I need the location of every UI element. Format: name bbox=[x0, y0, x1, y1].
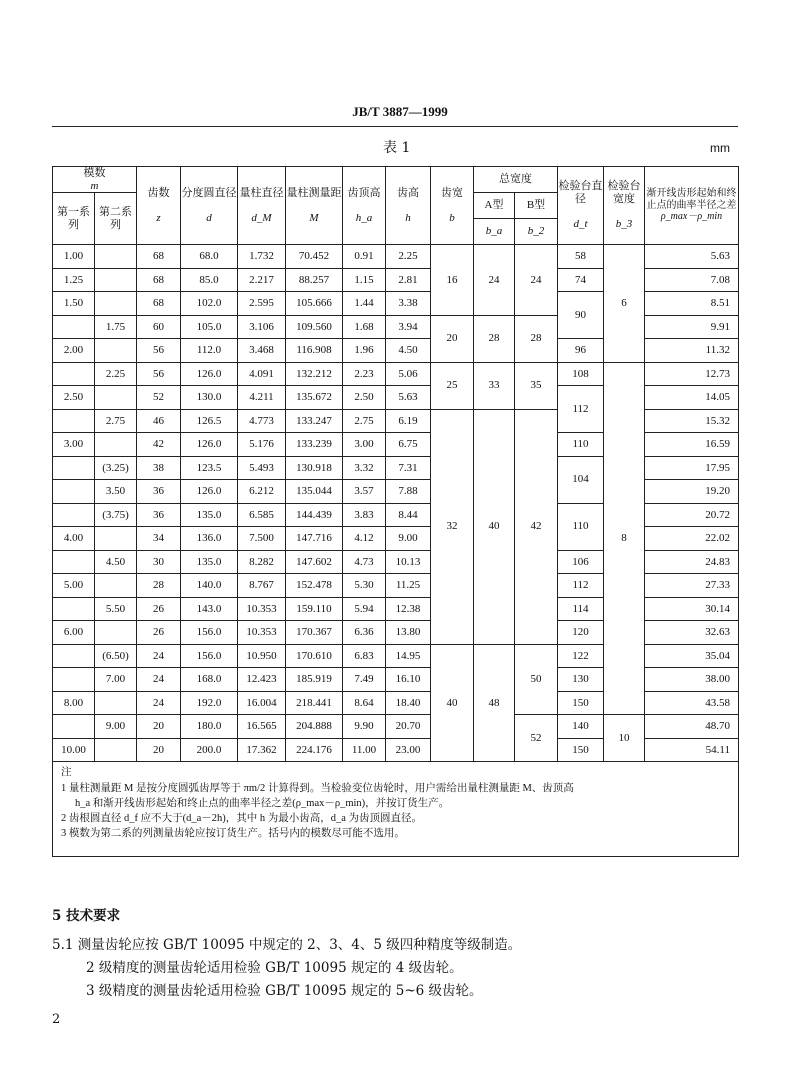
cell-m1: 4.00 bbox=[53, 527, 95, 551]
cell-m1: 2.50 bbox=[53, 386, 95, 410]
cell-rho: 43.58 bbox=[645, 691, 739, 715]
cell-dm: 8.282 bbox=[238, 550, 286, 574]
cell-h: 7.31 bbox=[386, 456, 431, 480]
cell-M: 130.918 bbox=[286, 456, 343, 480]
cell-rho: 17.95 bbox=[645, 456, 739, 480]
cell-m2 bbox=[95, 738, 137, 762]
cell-rho: 27.33 bbox=[645, 574, 739, 598]
cell-dt: 90 bbox=[558, 292, 604, 339]
cell-bb: 24 bbox=[515, 245, 558, 316]
header-typeB-sym: b_2 bbox=[515, 219, 558, 245]
cell-ha: 2.50 bbox=[343, 386, 386, 410]
cell-rho: 22.02 bbox=[645, 527, 739, 551]
cell-rho: 5.63 bbox=[645, 245, 739, 269]
cell-z: 30 bbox=[137, 550, 181, 574]
gear-data-table bbox=[52, 166, 739, 857]
cell-z: 20 bbox=[137, 715, 181, 739]
cell-dm: 10.353 bbox=[238, 597, 286, 621]
cell-dm: 16.004 bbox=[238, 691, 286, 715]
cell-m2 bbox=[95, 339, 137, 363]
cell-h: 2.81 bbox=[386, 268, 431, 292]
cell-M: 109.560 bbox=[286, 315, 343, 339]
cell-dt: 74 bbox=[558, 268, 604, 292]
cell-h: 16.10 bbox=[386, 668, 431, 692]
cell-dt: 150 bbox=[558, 738, 604, 762]
cell-dt: 112 bbox=[558, 386, 604, 433]
cell-d: 156.0 bbox=[181, 644, 238, 668]
cell-ha: 9.90 bbox=[343, 715, 386, 739]
cell-rho: 9.91 bbox=[645, 315, 739, 339]
cell-b3: 6 bbox=[604, 245, 645, 363]
cell-m1 bbox=[53, 715, 95, 739]
cell-z: 20 bbox=[137, 738, 181, 762]
clause-line-2: 2 级精度的测量齿轮适用检验 GB/T 10095 规定的 4 级齿轮。 bbox=[86, 960, 463, 976]
cell-M: 135.672 bbox=[286, 386, 343, 410]
cell-h: 6.19 bbox=[386, 409, 431, 433]
cell-b3: 8 bbox=[604, 362, 645, 715]
cell-M: 170.610 bbox=[286, 644, 343, 668]
cell-M: 147.716 bbox=[286, 527, 343, 551]
header-row-1 bbox=[53, 167, 739, 193]
header-series2: 第二系列 bbox=[95, 193, 137, 245]
cell-z: 26 bbox=[137, 597, 181, 621]
cell-z: 24 bbox=[137, 668, 181, 692]
cell-dm: 3.468 bbox=[238, 339, 286, 363]
cell-dm: 5.176 bbox=[238, 433, 286, 457]
cell-m2 bbox=[95, 527, 137, 551]
cell-b: 32 bbox=[431, 409, 474, 644]
cell-d: 68.0 bbox=[181, 245, 238, 269]
cell-dt: 120 bbox=[558, 621, 604, 645]
table-notes bbox=[53, 762, 738, 844]
cell-rho: 15.32 bbox=[645, 409, 739, 433]
cell-rho: 48.70 bbox=[645, 715, 739, 739]
cell-dm: 5.493 bbox=[238, 456, 286, 480]
header-bench-dia: 检验台直径 d_t bbox=[558, 167, 604, 245]
cell-ba: 24 bbox=[474, 245, 515, 316]
cell-M: 105.666 bbox=[286, 292, 343, 316]
clause-line-3: 3 级精度的测量齿轮适用检验 GB/T 10095 规定的 5~6 级齿轮。 bbox=[86, 983, 483, 999]
cell-M: 185.919 bbox=[286, 668, 343, 692]
table-row bbox=[53, 362, 739, 386]
cell-h: 14.95 bbox=[386, 644, 431, 668]
cell-rho: 12.73 bbox=[645, 362, 739, 386]
cell-m2: 2.75 bbox=[95, 409, 137, 433]
cell-m2: 1.75 bbox=[95, 315, 137, 339]
cell-d: 123.5 bbox=[181, 456, 238, 480]
cell-dm: 2.217 bbox=[238, 268, 286, 292]
cell-ba: 33 bbox=[474, 362, 515, 409]
cell-bb: 28 bbox=[515, 315, 558, 362]
cell-m2: (3.75) bbox=[95, 503, 137, 527]
cell-m1 bbox=[53, 480, 95, 504]
header-depth: 齿高 h bbox=[386, 167, 431, 245]
cell-m1 bbox=[53, 456, 95, 480]
cell-b: 40 bbox=[431, 644, 474, 762]
cell-m1 bbox=[53, 550, 95, 574]
cell-m1: 2.00 bbox=[53, 339, 95, 363]
table-row bbox=[53, 245, 739, 269]
cell-z: 52 bbox=[137, 386, 181, 410]
cell-M: 224.176 bbox=[286, 738, 343, 762]
cell-ha: 2.75 bbox=[343, 409, 386, 433]
cell-m1 bbox=[53, 315, 95, 339]
cell-rho: 20.72 bbox=[645, 503, 739, 527]
cell-dt: 110 bbox=[558, 503, 604, 550]
header-involute: 渐开线齿形起始和终止点的曲率半径之差 ρ_max－ρ_min bbox=[645, 167, 739, 245]
cell-dm: 17.362 bbox=[238, 738, 286, 762]
cell-d: 180.0 bbox=[181, 715, 238, 739]
cell-z: 34 bbox=[137, 527, 181, 551]
cell-dt: 108 bbox=[558, 362, 604, 386]
cell-d: 126.0 bbox=[181, 480, 238, 504]
cell-m1: 1.25 bbox=[53, 268, 95, 292]
cell-d: 135.0 bbox=[181, 550, 238, 574]
cell-dt: 96 bbox=[558, 339, 604, 363]
cell-rho: 7.08 bbox=[645, 268, 739, 292]
cell-dt: 130 bbox=[558, 668, 604, 692]
cell-M: 170.367 bbox=[286, 621, 343, 645]
cell-m2 bbox=[95, 621, 137, 645]
cell-m2 bbox=[95, 386, 137, 410]
cell-dm: 3.106 bbox=[238, 315, 286, 339]
cell-m2 bbox=[95, 433, 137, 457]
cell-d: 136.0 bbox=[181, 527, 238, 551]
cell-M: 204.888 bbox=[286, 715, 343, 739]
cell-h: 5.06 bbox=[386, 362, 431, 386]
cell-dm: 2.595 bbox=[238, 292, 286, 316]
cell-ha: 7.49 bbox=[343, 668, 386, 692]
cell-m1: 3.00 bbox=[53, 433, 95, 457]
cell-M: 218.441 bbox=[286, 691, 343, 715]
cell-ha: 3.57 bbox=[343, 480, 386, 504]
cell-dt: 106 bbox=[558, 550, 604, 574]
cell-m1: 5.00 bbox=[53, 574, 95, 598]
cell-b: 25 bbox=[431, 362, 474, 409]
cell-ha: 6.83 bbox=[343, 644, 386, 668]
cell-ha: 3.32 bbox=[343, 456, 386, 480]
cell-d: 156.0 bbox=[181, 621, 238, 645]
note-1: 1 量柱测量距 M 是按分度圆弧齿厚等于 πm/2 计算得到。当检验变位齿轮时，用户需给出量柱测量距 M、齿顶高 bbox=[61, 782, 574, 794]
note-1-continued: h_a 和渐开线齿形起始和终止点的曲率半径之差(ρ_max－ρ_min)，并按订货生产。 bbox=[75, 797, 450, 809]
cell-d: 135.0 bbox=[181, 503, 238, 527]
cell-rho: 35.04 bbox=[645, 644, 739, 668]
cell-h: 3.38 bbox=[386, 292, 431, 316]
cell-z: 46 bbox=[137, 409, 181, 433]
cell-d: 126.0 bbox=[181, 362, 238, 386]
cell-d: 112.0 bbox=[181, 339, 238, 363]
cell-h: 8.44 bbox=[386, 503, 431, 527]
table-unit: mm bbox=[710, 141, 730, 155]
header-total-width: 总宽度 bbox=[474, 167, 558, 193]
note-2: 2 齿根圆直径 d_f 应不大于(d_a－2h)，其中 h 为最小齿高，d_a 为齿顶圆直径。 bbox=[61, 812, 423, 824]
cell-ha: 11.00 bbox=[343, 738, 386, 762]
cell-dm: 1.732 bbox=[238, 245, 286, 269]
cell-d: 130.0 bbox=[181, 386, 238, 410]
header-pin-dia: 量柱直径 d_M bbox=[238, 167, 286, 245]
cell-rho: 19.20 bbox=[645, 480, 739, 504]
cell-rho: 30.14 bbox=[645, 597, 739, 621]
cell-rho: 32.63 bbox=[645, 621, 739, 645]
cell-d: 85.0 bbox=[181, 268, 238, 292]
header-pin-dist: 量柱测量距 M bbox=[286, 167, 343, 245]
cell-m1: 10.00 bbox=[53, 738, 95, 762]
cell-M: 132.212 bbox=[286, 362, 343, 386]
cell-z: 24 bbox=[137, 691, 181, 715]
cell-M: 152.478 bbox=[286, 574, 343, 598]
cell-rho: 24.83 bbox=[645, 550, 739, 574]
cell-rho: 14.05 bbox=[645, 386, 739, 410]
header-typeA: A型 bbox=[474, 193, 515, 219]
cell-ha: 2.23 bbox=[343, 362, 386, 386]
cell-ba: 28 bbox=[474, 315, 515, 362]
cell-ba: 40 bbox=[474, 409, 515, 644]
cell-m1 bbox=[53, 503, 95, 527]
cell-d: 102.0 bbox=[181, 292, 238, 316]
cell-bb: 35 bbox=[515, 362, 558, 409]
cell-z: 38 bbox=[137, 456, 181, 480]
cell-h: 2.25 bbox=[386, 245, 431, 269]
page-number: 2 bbox=[52, 1012, 61, 1027]
cell-d: 200.0 bbox=[181, 738, 238, 762]
cell-ha: 1.15 bbox=[343, 268, 386, 292]
cell-h: 20.70 bbox=[386, 715, 431, 739]
cell-h: 18.40 bbox=[386, 691, 431, 715]
header-bench-width: 检验台宽度 b_3 bbox=[604, 167, 645, 245]
cell-ha: 5.30 bbox=[343, 574, 386, 598]
cell-m2: (3.25) bbox=[95, 456, 137, 480]
cell-dm: 4.773 bbox=[238, 409, 286, 433]
cell-z: 68 bbox=[137, 268, 181, 292]
cell-dm: 10.353 bbox=[238, 621, 286, 645]
cell-rho: 16.59 bbox=[645, 433, 739, 457]
cell-h: 3.94 bbox=[386, 315, 431, 339]
cell-m1 bbox=[53, 668, 95, 692]
cell-m2: 2.25 bbox=[95, 362, 137, 386]
cell-M: 144.439 bbox=[286, 503, 343, 527]
cell-rho: 8.51 bbox=[645, 292, 739, 316]
gear-data-table-wrapper bbox=[52, 166, 739, 857]
header-rule bbox=[52, 126, 738, 127]
table-row bbox=[53, 715, 739, 739]
cell-m2: 7.00 bbox=[95, 668, 137, 692]
cell-m1 bbox=[53, 644, 95, 668]
cell-d: 126.0 bbox=[181, 433, 238, 457]
cell-rho: 38.00 bbox=[645, 668, 739, 692]
cell-rho: 11.32 bbox=[645, 339, 739, 363]
cell-z: 56 bbox=[137, 339, 181, 363]
cell-m2 bbox=[95, 292, 137, 316]
cell-h: 12.38 bbox=[386, 597, 431, 621]
cell-m1: 8.00 bbox=[53, 691, 95, 715]
cell-d: 192.0 bbox=[181, 691, 238, 715]
cell-h: 11.25 bbox=[386, 574, 431, 598]
cell-m1: 1.00 bbox=[53, 245, 95, 269]
cell-h: 9.00 bbox=[386, 527, 431, 551]
cell-m1: 6.00 bbox=[53, 621, 95, 645]
notes-cell bbox=[53, 762, 739, 857]
cell-M: 147.602 bbox=[286, 550, 343, 574]
cell-M: 133.247 bbox=[286, 409, 343, 433]
cell-m2: 3.50 bbox=[95, 480, 137, 504]
table-title: 表 1 bbox=[383, 140, 411, 156]
cell-z: 28 bbox=[137, 574, 181, 598]
cell-ha: 1.44 bbox=[343, 292, 386, 316]
header-addendum: 齿顶高 h_a bbox=[343, 167, 386, 245]
cell-m1 bbox=[53, 597, 95, 621]
cell-dt: 110 bbox=[558, 433, 604, 457]
clause-5-1: 5.1 测量齿轮应按 GB/T 10095 中规定的 2、3、4、5 级四种精度等级制造。 bbox=[52, 937, 522, 953]
cell-bb: 52 bbox=[515, 715, 558, 762]
cell-m2: (6.50) bbox=[95, 644, 137, 668]
cell-bb: 50 bbox=[515, 644, 558, 715]
cell-ha: 3.00 bbox=[343, 433, 386, 457]
cell-m1 bbox=[53, 409, 95, 433]
cell-m2 bbox=[95, 268, 137, 292]
cell-bb: 42 bbox=[515, 409, 558, 644]
cell-ha: 3.83 bbox=[343, 503, 386, 527]
cell-b: 16 bbox=[431, 245, 474, 316]
cell-dt: 58 bbox=[558, 245, 604, 269]
cell-ha: 6.36 bbox=[343, 621, 386, 645]
cell-dt: 112 bbox=[558, 574, 604, 598]
cell-ha: 1.96 bbox=[343, 339, 386, 363]
cell-m2: 5.50 bbox=[95, 597, 137, 621]
cell-z: 26 bbox=[137, 621, 181, 645]
cell-m2 bbox=[95, 691, 137, 715]
cell-z: 36 bbox=[137, 503, 181, 527]
cell-h: 7.88 bbox=[386, 480, 431, 504]
notes-title: 注 bbox=[61, 767, 72, 779]
cell-ha: 5.94 bbox=[343, 597, 386, 621]
cell-dm: 6.585 bbox=[238, 503, 286, 527]
cell-dm: 4.091 bbox=[238, 362, 286, 386]
cell-b3: 10 bbox=[604, 715, 645, 762]
cell-rho: 54.11 bbox=[645, 738, 739, 762]
cell-dm: 16.565 bbox=[238, 715, 286, 739]
cell-dm: 10.950 bbox=[238, 644, 286, 668]
cell-ha: 4.12 bbox=[343, 527, 386, 551]
cell-z: 42 bbox=[137, 433, 181, 457]
cell-d: 168.0 bbox=[181, 668, 238, 692]
cell-h: 23.00 bbox=[386, 738, 431, 762]
cell-z: 36 bbox=[137, 480, 181, 504]
standard-number: JB/T 3887—1999 bbox=[352, 104, 448, 119]
cell-dt: 114 bbox=[558, 597, 604, 621]
cell-h: 6.75 bbox=[386, 433, 431, 457]
cell-M: 70.452 bbox=[286, 245, 343, 269]
cell-dm: 7.500 bbox=[238, 527, 286, 551]
cell-h: 10.13 bbox=[386, 550, 431, 574]
cell-m1 bbox=[53, 362, 95, 386]
cell-dt: 104 bbox=[558, 456, 604, 503]
cell-d: 126.5 bbox=[181, 409, 238, 433]
note-3: 3 模数为第二系的列测量齿轮应按订货生产。括号内的模数尽可能不选用。 bbox=[61, 828, 405, 840]
header-teeth: 齿数 z bbox=[137, 167, 181, 245]
cell-h: 13.80 bbox=[386, 621, 431, 645]
cell-ba: 48 bbox=[474, 644, 515, 762]
header-series1: 第一系列 bbox=[53, 193, 95, 245]
cell-m2 bbox=[95, 245, 137, 269]
cell-z: 56 bbox=[137, 362, 181, 386]
cell-m2: 4.50 bbox=[95, 550, 137, 574]
cell-z: 68 bbox=[137, 292, 181, 316]
cell-d: 105.0 bbox=[181, 315, 238, 339]
cell-m2: 9.00 bbox=[95, 715, 137, 739]
cell-ha: 0.91 bbox=[343, 245, 386, 269]
cell-dm: 4.211 bbox=[238, 386, 286, 410]
section-heading: 5 技术要求 bbox=[52, 908, 121, 924]
header-typeB: B型 bbox=[515, 193, 558, 219]
cell-M: 116.908 bbox=[286, 339, 343, 363]
cell-dm: 12.423 bbox=[238, 668, 286, 692]
cell-dm: 6.212 bbox=[238, 480, 286, 504]
cell-b: 20 bbox=[431, 315, 474, 362]
cell-z: 68 bbox=[137, 245, 181, 269]
cell-dt: 150 bbox=[558, 691, 604, 715]
cell-d: 143.0 bbox=[181, 597, 238, 621]
cell-dt: 122 bbox=[558, 644, 604, 668]
cell-dt: 140 bbox=[558, 715, 604, 739]
cell-M: 88.257 bbox=[286, 268, 343, 292]
cell-M: 135.044 bbox=[286, 480, 343, 504]
cell-m1: 1.50 bbox=[53, 292, 95, 316]
cell-dm: 8.767 bbox=[238, 574, 286, 598]
cell-ha: 8.64 bbox=[343, 691, 386, 715]
notes-row bbox=[53, 762, 739, 857]
cell-ha: 4.73 bbox=[343, 550, 386, 574]
cell-z: 24 bbox=[137, 644, 181, 668]
header-pitch: 分度圆直径 d bbox=[181, 167, 238, 245]
cell-h: 5.63 bbox=[386, 386, 431, 410]
header-typeA-sym: b_a bbox=[474, 219, 515, 245]
header-module: 模数 m bbox=[53, 167, 137, 193]
cell-m2 bbox=[95, 574, 137, 598]
cell-h: 4.50 bbox=[386, 339, 431, 363]
cell-M: 133.239 bbox=[286, 433, 343, 457]
cell-ha: 1.68 bbox=[343, 315, 386, 339]
header-face: 齿宽 b bbox=[431, 167, 474, 245]
cell-M: 159.110 bbox=[286, 597, 343, 621]
cell-z: 60 bbox=[137, 315, 181, 339]
cell-d: 140.0 bbox=[181, 574, 238, 598]
